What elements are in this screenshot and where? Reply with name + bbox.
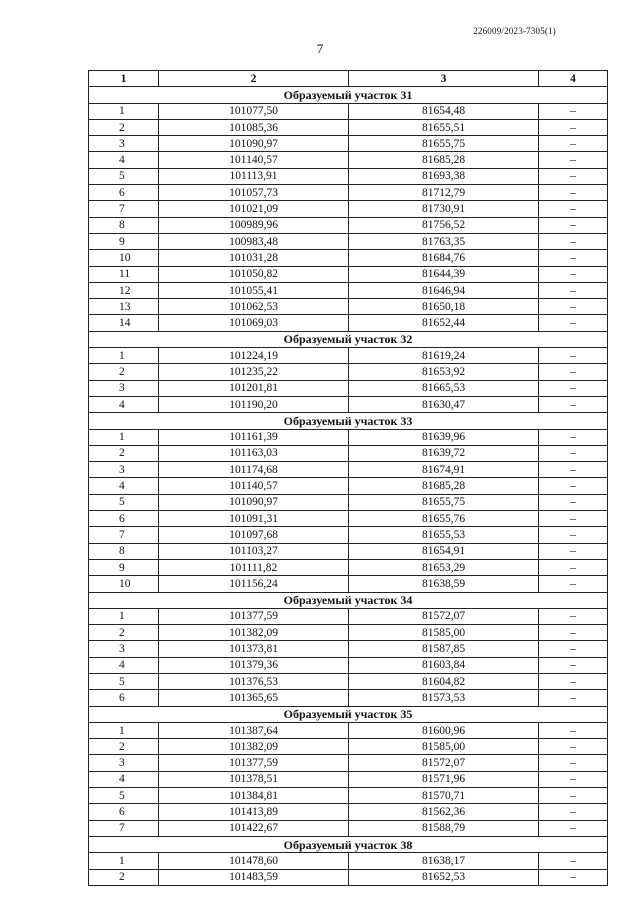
coordinates-table bbox=[88, 70, 608, 886]
note-cell: – bbox=[539, 152, 608, 168]
section-title: Образуемый участок 32 bbox=[89, 331, 608, 347]
table-row bbox=[89, 690, 608, 706]
point-number-cell: 6 bbox=[89, 804, 159, 820]
note-cell: – bbox=[539, 869, 608, 885]
point-number-cell: 3 bbox=[89, 136, 159, 152]
point-number-cell: 4 bbox=[89, 478, 159, 494]
point-number-cell: 8 bbox=[89, 543, 159, 559]
x-coordinate-cell: 101387,64 bbox=[159, 722, 349, 738]
table-row bbox=[89, 445, 608, 461]
point-number-cell: 10 bbox=[89, 250, 159, 266]
point-number-cell: 2 bbox=[89, 739, 159, 755]
note-cell: – bbox=[539, 641, 608, 657]
point-number-cell: 4 bbox=[89, 771, 159, 787]
section-header-row bbox=[89, 413, 608, 429]
x-coordinate-cell: 101113,91 bbox=[159, 168, 349, 184]
point-number-cell: 1 bbox=[89, 608, 159, 624]
x-coordinate-cell: 101077,50 bbox=[159, 103, 349, 119]
point-number-cell: 6 bbox=[89, 185, 159, 201]
document-number: 226009/2023-7305(1) bbox=[473, 26, 556, 36]
table-row bbox=[89, 119, 608, 135]
table-row bbox=[89, 136, 608, 152]
section-header-row bbox=[89, 592, 608, 608]
note-cell: – bbox=[539, 315, 608, 331]
y-coordinate-cell: 81638,59 bbox=[349, 576, 539, 592]
table-row bbox=[89, 429, 608, 445]
x-coordinate-cell: 101413,89 bbox=[159, 804, 349, 820]
note-cell: – bbox=[539, 657, 608, 673]
note-cell: – bbox=[539, 788, 608, 804]
note-cell: – bbox=[539, 136, 608, 152]
section-header-row bbox=[89, 706, 608, 722]
x-coordinate-cell: 101382,09 bbox=[159, 625, 349, 641]
table-row bbox=[89, 152, 608, 168]
x-coordinate-cell: 101090,97 bbox=[159, 494, 349, 510]
section-title: Образуемый участок 38 bbox=[89, 836, 608, 852]
x-coordinate-cell: 101140,57 bbox=[159, 478, 349, 494]
x-coordinate-cell: 100989,96 bbox=[159, 217, 349, 233]
y-coordinate-cell: 81652,44 bbox=[349, 315, 539, 331]
note-cell: – bbox=[539, 673, 608, 689]
coordinates-table-body bbox=[89, 71, 608, 886]
y-coordinate-cell: 81654,48 bbox=[349, 103, 539, 119]
x-coordinate-cell: 101163,03 bbox=[159, 445, 349, 461]
note-cell: – bbox=[539, 217, 608, 233]
y-coordinate-cell: 81572,07 bbox=[349, 608, 539, 624]
table-row bbox=[89, 494, 608, 510]
note-cell: – bbox=[539, 853, 608, 869]
note-cell: – bbox=[539, 380, 608, 396]
x-coordinate-cell: 101377,59 bbox=[159, 608, 349, 624]
note-cell: – bbox=[539, 478, 608, 494]
x-coordinate-cell: 101478,60 bbox=[159, 853, 349, 869]
table-row bbox=[89, 478, 608, 494]
point-number-cell: 6 bbox=[89, 511, 159, 527]
y-coordinate-cell: 81639,72 bbox=[349, 445, 539, 461]
note-cell: – bbox=[539, 739, 608, 755]
x-coordinate-cell: 101055,41 bbox=[159, 282, 349, 298]
y-coordinate-cell: 81763,35 bbox=[349, 233, 539, 249]
y-coordinate-cell: 81652,53 bbox=[349, 869, 539, 885]
note-cell: – bbox=[539, 250, 608, 266]
table-row bbox=[89, 625, 608, 641]
y-coordinate-cell: 81674,91 bbox=[349, 462, 539, 478]
y-coordinate-cell: 81571,96 bbox=[349, 771, 539, 787]
y-coordinate-cell: 81587,85 bbox=[349, 641, 539, 657]
table-row bbox=[89, 559, 608, 575]
note-cell: – bbox=[539, 299, 608, 315]
x-coordinate-cell: 101161,39 bbox=[159, 429, 349, 445]
x-coordinate-cell: 101140,57 bbox=[159, 152, 349, 168]
x-coordinate-cell: 101365,65 bbox=[159, 690, 349, 706]
point-number-cell: 1 bbox=[89, 722, 159, 738]
note-cell: – bbox=[539, 233, 608, 249]
point-number-cell: 8 bbox=[89, 217, 159, 233]
table-row bbox=[89, 185, 608, 201]
table-row bbox=[89, 217, 608, 233]
point-number-cell: 5 bbox=[89, 673, 159, 689]
x-coordinate-cell: 101111,82 bbox=[159, 559, 349, 575]
y-coordinate-cell: 81585,00 bbox=[349, 625, 539, 641]
x-coordinate-cell: 101376,53 bbox=[159, 673, 349, 689]
table-header-row bbox=[89, 71, 608, 87]
y-coordinate-cell: 81646,94 bbox=[349, 282, 539, 298]
point-number-cell: 4 bbox=[89, 152, 159, 168]
y-coordinate-cell: 81654,91 bbox=[349, 543, 539, 559]
note-cell: – bbox=[539, 103, 608, 119]
section-title: Образуемый участок 31 bbox=[89, 87, 608, 103]
note-cell: – bbox=[539, 445, 608, 461]
y-coordinate-cell: 81685,28 bbox=[349, 152, 539, 168]
y-coordinate-cell: 81639,96 bbox=[349, 429, 539, 445]
y-coordinate-cell: 81572,07 bbox=[349, 755, 539, 771]
y-coordinate-cell: 81573,53 bbox=[349, 690, 539, 706]
section-title: Образуемый участок 33 bbox=[89, 413, 608, 429]
x-coordinate-cell: 101224,19 bbox=[159, 348, 349, 364]
x-coordinate-cell: 101103,27 bbox=[159, 543, 349, 559]
table-row bbox=[89, 315, 608, 331]
table-row bbox=[89, 380, 608, 396]
y-coordinate-cell: 81655,75 bbox=[349, 494, 539, 510]
x-coordinate-cell: 101373,81 bbox=[159, 641, 349, 657]
note-cell: – bbox=[539, 201, 608, 217]
x-coordinate-cell: 101085,36 bbox=[159, 119, 349, 135]
point-number-cell: 14 bbox=[89, 315, 159, 331]
x-coordinate-cell: 101201,81 bbox=[159, 380, 349, 396]
y-coordinate-cell: 81665,53 bbox=[349, 380, 539, 396]
column-header: 3 bbox=[349, 71, 539, 87]
point-number-cell: 3 bbox=[89, 641, 159, 657]
note-cell: – bbox=[539, 527, 608, 543]
table-row bbox=[89, 755, 608, 771]
x-coordinate-cell: 101483,59 bbox=[159, 869, 349, 885]
note-cell: – bbox=[539, 511, 608, 527]
y-coordinate-cell: 81600,96 bbox=[349, 722, 539, 738]
y-coordinate-cell: 81730,91 bbox=[349, 201, 539, 217]
note-cell: – bbox=[539, 576, 608, 592]
note-cell: – bbox=[539, 396, 608, 412]
table-row bbox=[89, 543, 608, 559]
y-coordinate-cell: 81653,29 bbox=[349, 559, 539, 575]
table-row bbox=[89, 804, 608, 820]
section-header-row bbox=[89, 87, 608, 103]
x-coordinate-cell: 100983,48 bbox=[159, 233, 349, 249]
x-coordinate-cell: 101069,03 bbox=[159, 315, 349, 331]
x-coordinate-cell: 101174,68 bbox=[159, 462, 349, 478]
point-number-cell: 4 bbox=[89, 657, 159, 673]
table-row bbox=[89, 788, 608, 804]
table-row bbox=[89, 853, 608, 869]
point-number-cell: 5 bbox=[89, 494, 159, 510]
y-coordinate-cell: 81655,51 bbox=[349, 119, 539, 135]
point-number-cell: 2 bbox=[89, 869, 159, 885]
table-row bbox=[89, 673, 608, 689]
x-coordinate-cell: 101422,67 bbox=[159, 820, 349, 836]
table-row bbox=[89, 201, 608, 217]
y-coordinate-cell: 81685,28 bbox=[349, 478, 539, 494]
y-coordinate-cell: 81684,76 bbox=[349, 250, 539, 266]
page-number: 7 bbox=[316, 41, 324, 56]
point-number-cell: 1 bbox=[89, 429, 159, 445]
point-number-cell: 2 bbox=[89, 625, 159, 641]
table-row bbox=[89, 233, 608, 249]
y-coordinate-cell: 81712,79 bbox=[349, 185, 539, 201]
x-coordinate-cell: 101156,24 bbox=[159, 576, 349, 592]
table-row bbox=[89, 348, 608, 364]
y-coordinate-cell: 81655,75 bbox=[349, 136, 539, 152]
x-coordinate-cell: 101031,28 bbox=[159, 250, 349, 266]
y-coordinate-cell: 81693,38 bbox=[349, 168, 539, 184]
note-cell: – bbox=[539, 168, 608, 184]
x-coordinate-cell: 101235,22 bbox=[159, 364, 349, 380]
y-coordinate-cell: 81619,24 bbox=[349, 348, 539, 364]
y-coordinate-cell: 81562,36 bbox=[349, 804, 539, 820]
point-number-cell: 3 bbox=[89, 380, 159, 396]
table-row bbox=[89, 250, 608, 266]
x-coordinate-cell: 101379,36 bbox=[159, 657, 349, 673]
y-coordinate-cell: 81570,71 bbox=[349, 788, 539, 804]
table-row bbox=[89, 657, 608, 673]
note-cell: – bbox=[539, 771, 608, 787]
x-coordinate-cell: 101377,59 bbox=[159, 755, 349, 771]
point-number-cell: 2 bbox=[89, 119, 159, 135]
x-coordinate-cell: 101090,97 bbox=[159, 136, 349, 152]
table-row bbox=[89, 869, 608, 885]
column-header: 1 bbox=[89, 71, 159, 87]
point-number-cell: 5 bbox=[89, 788, 159, 804]
point-number-cell: 6 bbox=[89, 690, 159, 706]
note-cell: – bbox=[539, 282, 608, 298]
point-number-cell: 5 bbox=[89, 168, 159, 184]
note-cell: – bbox=[539, 185, 608, 201]
section-title: Образуемый участок 35 bbox=[89, 706, 608, 722]
table-row bbox=[89, 608, 608, 624]
note-cell: – bbox=[539, 804, 608, 820]
table-row bbox=[89, 168, 608, 184]
point-number-cell: 10 bbox=[89, 576, 159, 592]
y-coordinate-cell: 81653,92 bbox=[349, 364, 539, 380]
x-coordinate-cell: 101057,73 bbox=[159, 185, 349, 201]
note-cell: – bbox=[539, 755, 608, 771]
x-coordinate-cell: 101382,09 bbox=[159, 739, 349, 755]
section-header-row bbox=[89, 331, 608, 347]
point-number-cell: 7 bbox=[89, 820, 159, 836]
point-number-cell: 2 bbox=[89, 364, 159, 380]
point-number-cell: 1 bbox=[89, 348, 159, 364]
table-row bbox=[89, 299, 608, 315]
note-cell: – bbox=[539, 119, 608, 135]
point-number-cell: 1 bbox=[89, 103, 159, 119]
table-row bbox=[89, 462, 608, 478]
y-coordinate-cell: 81650,18 bbox=[349, 299, 539, 315]
note-cell: – bbox=[539, 608, 608, 624]
x-coordinate-cell: 101091,31 bbox=[159, 511, 349, 527]
point-number-cell: 13 bbox=[89, 299, 159, 315]
x-coordinate-cell: 101050,82 bbox=[159, 266, 349, 282]
point-number-cell: 9 bbox=[89, 559, 159, 575]
x-coordinate-cell: 101378,51 bbox=[159, 771, 349, 787]
table-row bbox=[89, 511, 608, 527]
point-number-cell: 7 bbox=[89, 201, 159, 217]
point-number-cell: 11 bbox=[89, 266, 159, 282]
table-row bbox=[89, 527, 608, 543]
table-row bbox=[89, 103, 608, 119]
x-coordinate-cell: 101097,68 bbox=[159, 527, 349, 543]
y-coordinate-cell: 81655,76 bbox=[349, 511, 539, 527]
table-row bbox=[89, 266, 608, 282]
table-row bbox=[89, 771, 608, 787]
point-number-cell: 3 bbox=[89, 755, 159, 771]
y-coordinate-cell: 81604,82 bbox=[349, 673, 539, 689]
y-coordinate-cell: 81603,84 bbox=[349, 657, 539, 673]
x-coordinate-cell: 101384,81 bbox=[159, 788, 349, 804]
point-number-cell: 4 bbox=[89, 396, 159, 412]
table-row bbox=[89, 641, 608, 657]
table-row bbox=[89, 722, 608, 738]
point-number-cell: 9 bbox=[89, 233, 159, 249]
section-header-row bbox=[89, 836, 608, 852]
note-cell: – bbox=[539, 722, 608, 738]
point-number-cell: 12 bbox=[89, 282, 159, 298]
note-cell: – bbox=[539, 266, 608, 282]
table-row bbox=[89, 739, 608, 755]
note-cell: – bbox=[539, 559, 608, 575]
y-coordinate-cell: 81756,52 bbox=[349, 217, 539, 233]
note-cell: – bbox=[539, 494, 608, 510]
y-coordinate-cell: 81588,79 bbox=[349, 820, 539, 836]
table-row bbox=[89, 820, 608, 836]
note-cell: – bbox=[539, 543, 608, 559]
point-number-cell: 1 bbox=[89, 853, 159, 869]
table-row bbox=[89, 282, 608, 298]
x-coordinate-cell: 101062,53 bbox=[159, 299, 349, 315]
y-coordinate-cell: 81655,53 bbox=[349, 527, 539, 543]
note-cell: – bbox=[539, 462, 608, 478]
table-row bbox=[89, 576, 608, 592]
section-title: Образуемый участок 34 bbox=[89, 592, 608, 608]
table-row bbox=[89, 396, 608, 412]
note-cell: – bbox=[539, 690, 608, 706]
point-number-cell: 7 bbox=[89, 527, 159, 543]
note-cell: – bbox=[539, 429, 608, 445]
y-coordinate-cell: 81630,47 bbox=[349, 396, 539, 412]
point-number-cell: 2 bbox=[89, 445, 159, 461]
note-cell: – bbox=[539, 348, 608, 364]
column-header: 2 bbox=[159, 71, 349, 87]
x-coordinate-cell: 101190,20 bbox=[159, 396, 349, 412]
point-number-cell: 3 bbox=[89, 462, 159, 478]
y-coordinate-cell: 81638,17 bbox=[349, 853, 539, 869]
note-cell: – bbox=[539, 364, 608, 380]
x-coordinate-cell: 101021,09 bbox=[159, 201, 349, 217]
y-coordinate-cell: 81585,00 bbox=[349, 739, 539, 755]
note-cell: – bbox=[539, 820, 608, 836]
column-header: 4 bbox=[539, 71, 608, 87]
note-cell: – bbox=[539, 625, 608, 641]
y-coordinate-cell: 81644,39 bbox=[349, 266, 539, 282]
table-row bbox=[89, 364, 608, 380]
